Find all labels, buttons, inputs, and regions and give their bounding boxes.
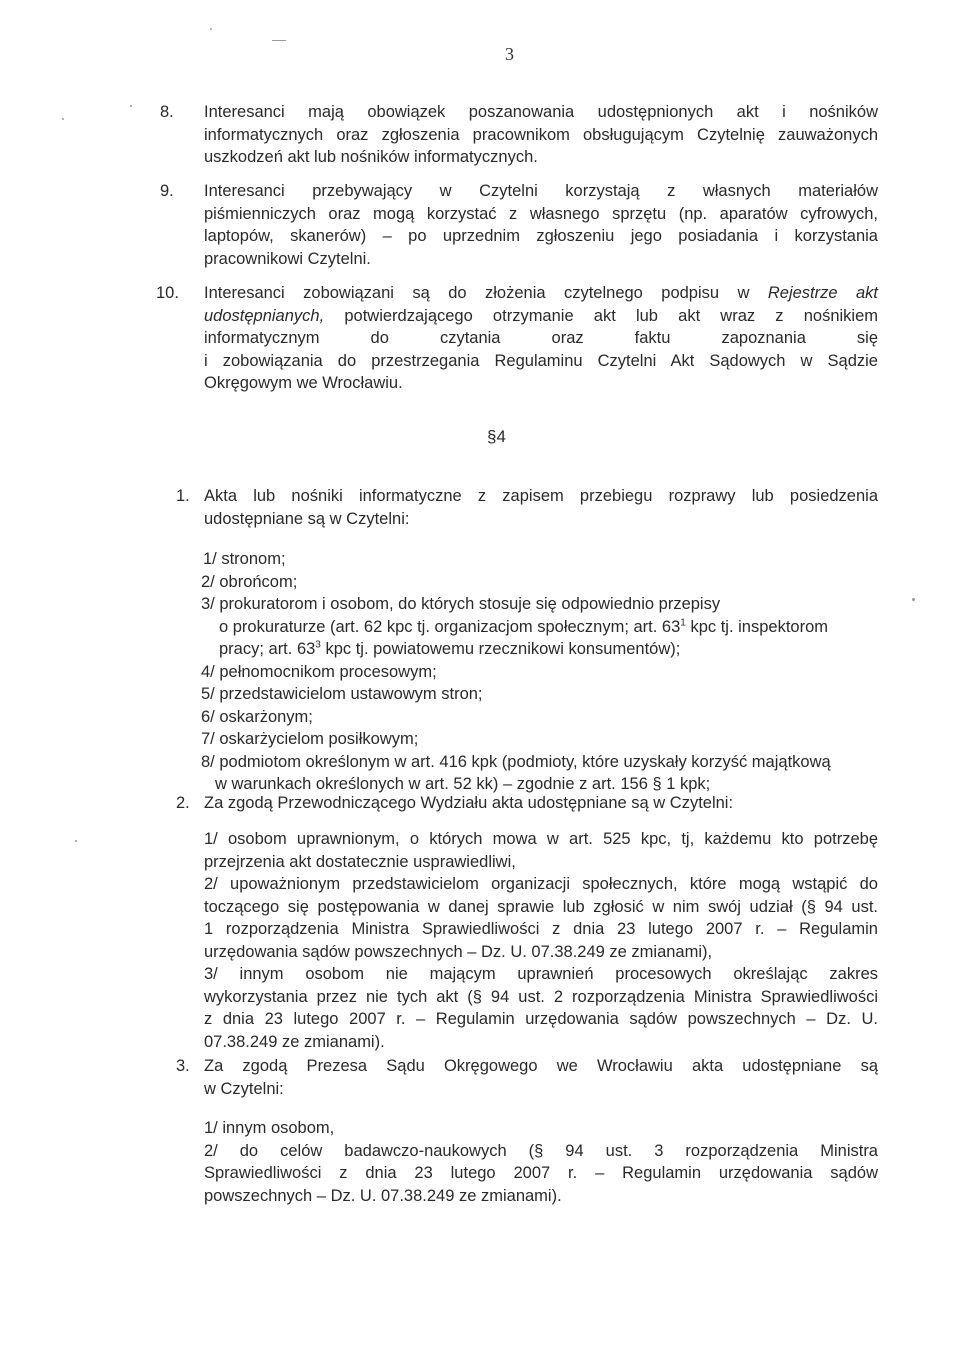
item-text-line: pracownikowi Czytelni. bbox=[204, 249, 371, 268]
scan-speck bbox=[912, 598, 915, 601]
subitem: 1/ innym osobom, bbox=[204, 1119, 335, 1137]
item-text-line: udostępniane są w Czytelni: bbox=[204, 509, 410, 528]
subitem-continuation: 1 rozporządzenia Ministra Sprawiedliwości z dnia 23 lutego 2007 r. – Regulamin bbox=[204, 920, 878, 938]
item-text-line: Za zgodą Prezesa Sądu Okręgowego we Wrocławiu akta udostępniane są bbox=[204, 1057, 878, 1075]
subitem: 4/ pełnomocnikom procesowym; bbox=[201, 662, 437, 681]
subitem: 5/ przedstawicielom ustawowym stron; bbox=[201, 685, 483, 703]
subitem-continuation: o prokuraturze (art. 62 kpc tj. organizacjom społecznym; art. $63^1$ kpc tj. inspektorom bbox=[219, 617, 828, 636]
item-3-subitems bbox=[204, 1117, 878, 1207]
item-text-line: Interesanci przebywający w Czytelni korzystają z własnych materiałów bbox=[204, 182, 878, 200]
section-item-3 bbox=[160, 1055, 878, 1100]
register-title: udostępnianych, bbox=[204, 306, 325, 325]
subitem-continuation: z dnia 23 lutego 2007 r. – Regulamin urzędowania sądów powszechnych – Dz. U. bbox=[204, 1010, 878, 1028]
scan-speck bbox=[62, 118, 64, 120]
item-text-line: piśmienniczych oraz mogą korzystać z własnego sprzętu (np. aparatów cyfrowych, bbox=[204, 204, 878, 223]
section-item-1 bbox=[160, 485, 878, 530]
subitem-continuation: w warunkach określonych w art. 52 kk) – zgodnie z art. 156 § 1 kpk; bbox=[215, 775, 711, 793]
subitem: 8/ podmiotom określonym w art. 416 kpk (podmioty, które uzyskały korzyść majątkową bbox=[201, 752, 831, 771]
subitem: 3/ prokuratorom i osobom, do których stosuje się odpowiednio przepisy bbox=[201, 595, 721, 613]
item-text-line: Akta lub nośniki informatyczne z zapisem przebiegu rozprawy lub posiedzenia bbox=[204, 487, 878, 505]
subitem: 3/ innym osobom nie mającym uprawnień procesowych określając zakres bbox=[204, 965, 878, 983]
item-number: 9. bbox=[160, 182, 174, 200]
subitem: 7/ oskarżycielom posiłkowym; bbox=[201, 730, 419, 748]
list-item-10 bbox=[156, 282, 879, 395]
item-text-line: i zobowiązania do przestrzegania Regulaminu Czytelni Akt Sądowych w Sądzie bbox=[204, 351, 878, 370]
list-item-9 bbox=[160, 180, 878, 270]
item-text-line: udostępnianych, potwierdzającego otrzymanie akt lub akt wraz z nośnikiem bbox=[204, 306, 879, 325]
list-item-8 bbox=[160, 101, 878, 169]
subitem: 1/ stronom; bbox=[203, 550, 286, 568]
scan-speck bbox=[75, 840, 77, 842]
subitem-continuation: wykorzystania przez nie tych akt (§ 94 ust. 2 rozporządzenia Ministra Sprawiedliwości bbox=[204, 987, 878, 1006]
scan-speck bbox=[210, 28, 212, 30]
section-heading: §4 bbox=[487, 427, 506, 446]
item-text-line: Okręgowym we Wrocławiu. bbox=[204, 374, 403, 392]
subitem-continuation: toczącego się postępowania w danej sprawie lub zgłosić w nim swój udział (§ 94 ust. bbox=[204, 897, 878, 916]
subitem: 2/ obrońcom; bbox=[201, 572, 298, 591]
register-title: Rejestrze akt bbox=[767, 284, 878, 302]
item-number: 8. bbox=[160, 103, 174, 121]
subitem: 1/ osobom uprawnionym, o których mowa w art. 525 kpc, tj, każdemu kto potrzebę bbox=[204, 830, 878, 848]
item-number: 2. bbox=[176, 794, 190, 812]
subitem: 6/ oskarżonym; bbox=[201, 707, 313, 726]
subitem-continuation: pracy; art. $63^3$ kpc tj. powiatowemu rzecznikowi konsumentów); bbox=[219, 639, 681, 658]
item-1-subitems bbox=[201, 548, 891, 796]
subitem-continuation: przejrzenia akt dostatecznie usprawiedliwi, bbox=[204, 852, 516, 871]
item-text-line: Interesanci zobowiązani są do złożenia czytelnego podpisu w Rejestrze akt bbox=[204, 284, 878, 302]
subitem-continuation: Sprawiedliwości z dnia 23 lutego 2007 r. – Regulamin urzędowania sądów bbox=[204, 1164, 878, 1182]
item-text-line: Za zgodą Przewodniczącego Wydziału akta udostępniane są w Czytelni: bbox=[204, 794, 734, 812]
subitem-continuation: urzędowania sądów powszechnych – Dz. U. 07.38.249 ze zmianami), bbox=[204, 942, 713, 961]
scan-speck bbox=[130, 105, 132, 107]
item-text-line: informatycznym do czytania oraz faktu zapoznania się bbox=[204, 329, 878, 347]
scan-speck bbox=[272, 40, 286, 41]
subitem-continuation: powszechnych – Dz. U. 07.38.249 ze zmianami). bbox=[204, 1186, 562, 1205]
item-number: 10. bbox=[156, 284, 179, 302]
item-number: 1. bbox=[176, 487, 190, 505]
item-number: 3. bbox=[176, 1057, 190, 1075]
subitem: 2/ upoważnionym przedstawicielom organizacji społecznych, które mogą wstąpić do bbox=[204, 875, 878, 893]
item-2-subitems bbox=[204, 828, 878, 1053]
item-text-line: w Czytelni: bbox=[204, 1079, 284, 1098]
item-text-line: laptopów, skanerów) – po uprzednim zgłoszeniu jego posiadania i korzystania bbox=[204, 227, 878, 245]
page-number: 3 bbox=[505, 44, 514, 64]
subitem: 2/ do celów badawczo-naukowych (§ 94 ust. 3 rozporządzenia Ministra bbox=[204, 1141, 878, 1160]
subitem-continuation: 07.38.249 ze zmianami). bbox=[204, 1032, 385, 1051]
item-text-line: uszkodzeń akt lub nośników informatycznych. bbox=[204, 148, 538, 166]
item-text-line: informatycznych oraz zgłoszenia pracownikom obsługującym Czytelnię zauważonych bbox=[204, 125, 878, 144]
item-text-line: Interesanci mają obowiązek poszanowania udostępnionych akt i nośników bbox=[204, 103, 878, 121]
section-item-2 bbox=[160, 792, 878, 815]
